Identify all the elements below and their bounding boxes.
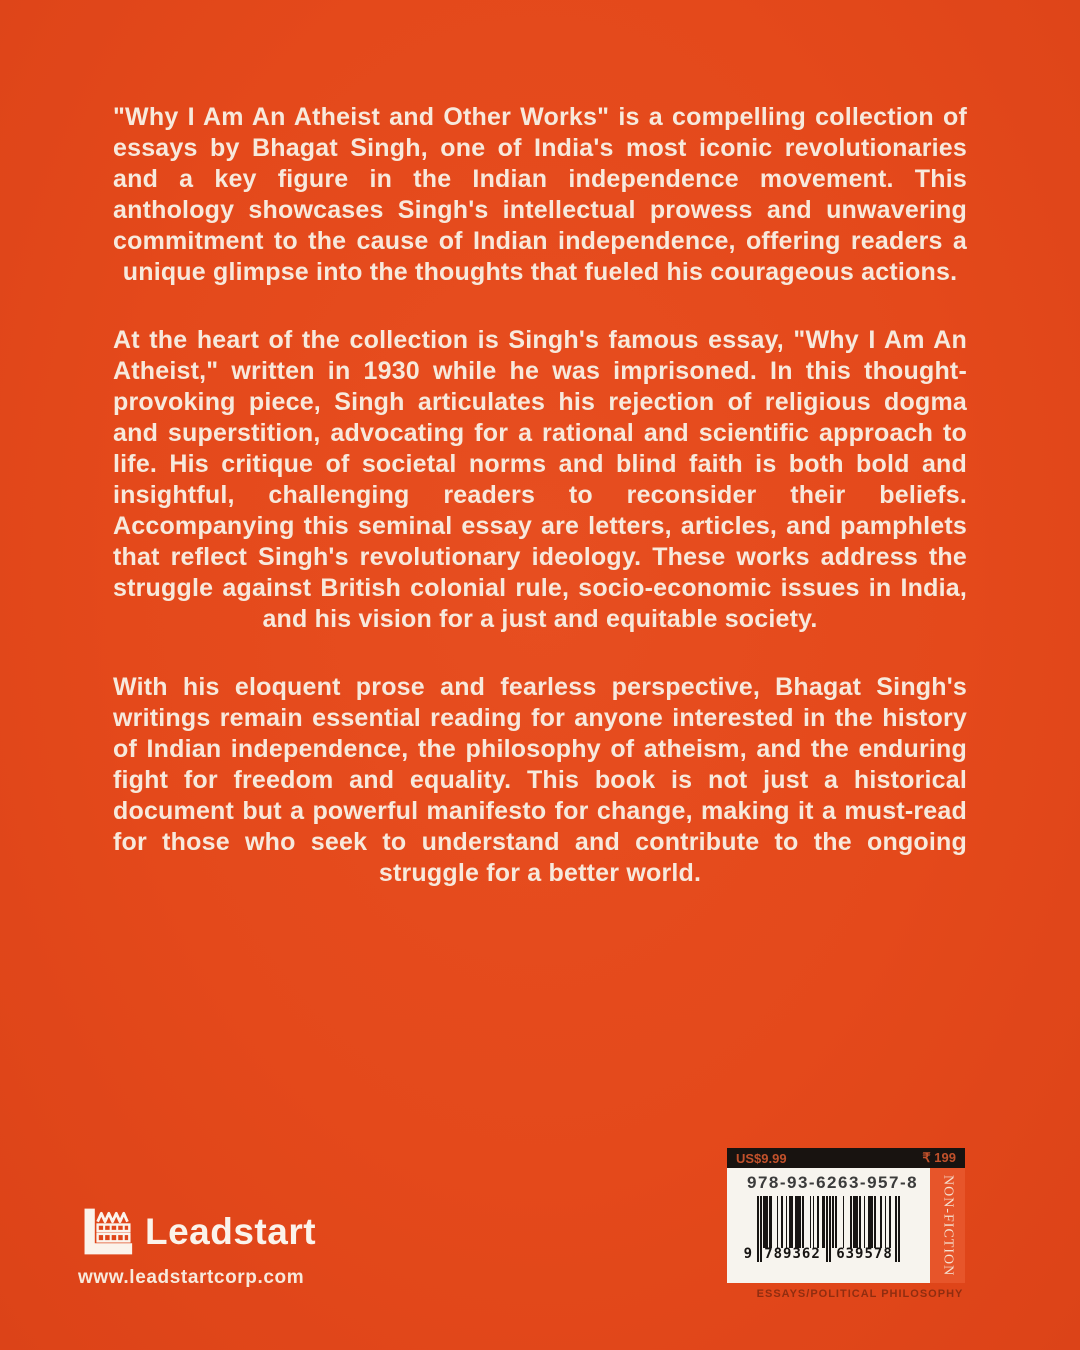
barcode-digits-right: 639578 (836, 1246, 893, 1262)
barcode (727, 1168, 930, 1283)
barcode-panel-body (727, 1168, 965, 1283)
synopsis-paragraph-2: At the heart of the collection is Singh's famous essay, "Why I Am An Atheist," written in 1930 while he was imprisoned. In this thought-provoking piece, Singh articulates his rejection of religious dogma and superstition, advocating for a rational and scientific approach to life. His critique of societal norms and blind faith is both bold and insightful, challenging readers to reconsider their beliefs. Accompanying this seminal essay are letters, articles, and pamphlets that reflect Singh's revolutionary ideology. These works address the struggle against British colonial rule, socio-economic issues in India, and his vision for a just and equitable society. (113, 326, 967, 633)
barcode-digits-left: 789362 (764, 1246, 821, 1262)
barcode-panel (727, 1148, 965, 1300)
synopsis (113, 102, 967, 926)
leadstart-books-icon (78, 1204, 134, 1260)
price-inr: ₹ 199 (922, 1150, 956, 1165)
publisher-logo (78, 1204, 316, 1260)
barcode-digit-first: 9 (743, 1246, 752, 1262)
price-usd: US$9.99 (736, 1150, 787, 1166)
synopsis-paragraph-1: "Why I Am An Atheist and Other Works" is a compelling collection of essays by Bhagat Singh, one of India's most iconic revolutionaries and a key figure in the Indian independence movement. This anthology showcases Singh's intellectual prowess and unwavering commitment to the cause of Indian independence, offering readers a unique glimpse into the thoughts that fueled his courageous actions. (113, 103, 967, 286)
publisher-block (78, 1204, 316, 1289)
publisher-name: Leadstart (145, 1211, 317, 1252)
genre-label: ESSAYS/POLITICAL PHILOSOPHY (756, 1288, 964, 1300)
price-bar (727, 1148, 965, 1168)
synopsis-paragraph-3: With his eloquent prose and fearless perspective, Bhagat Singh's writings remain essential reading for anyone interested in the history of Indian independence, the philosophy of atheism, and the enduring fight for freedom and equality. This book is not just a historical document but a powerful manifesto for change, making it a must-read for those who seek to understand and contribute to the ongoing struggle for a better world. (113, 673, 967, 887)
isbn-number: 978-93-6263-957-8 (747, 1173, 919, 1192)
category-strip: NON-FICTION (930, 1168, 965, 1283)
publisher-website: www.leadstartcorp.com (78, 1267, 305, 1288)
